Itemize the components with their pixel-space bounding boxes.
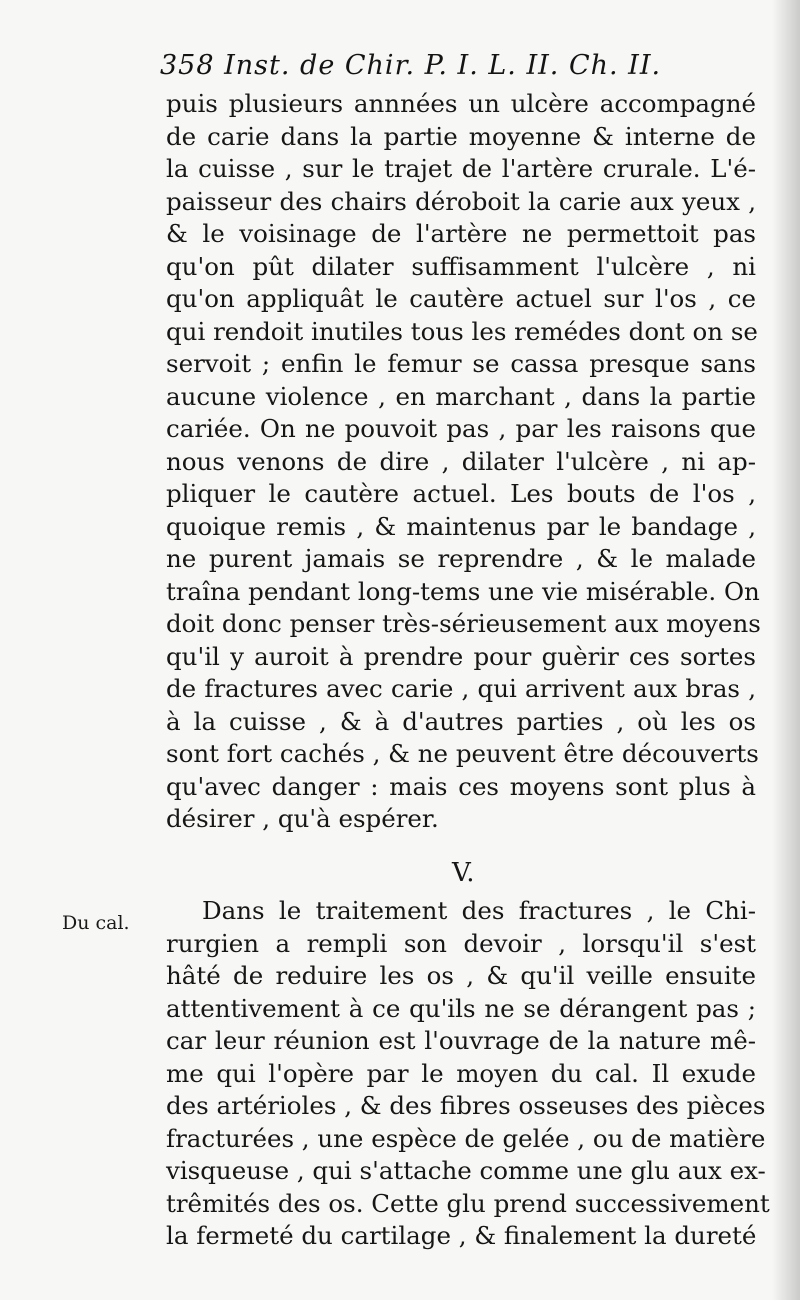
- text-line: qu'on appliquât le cautère actuel sur l'os , ce: [166, 284, 756, 313]
- paragraph-2: [166, 895, 770, 1253]
- reverse-side-bleed-through: [40, 1110, 160, 1180]
- text-line: ne purent jamais se reprendre , & le malade: [166, 544, 756, 573]
- text-line: des artérioles , & des fibres osseuses des pièces: [166, 1091, 766, 1120]
- text-line: pliquer le cautère actuel. Les bouts de l'os ,: [166, 479, 756, 508]
- text-line: qu'il y auroit à prendre pour guèrir ces sortes: [166, 641, 756, 671]
- text-line: désirer , qu'à espérer.: [166, 804, 439, 833]
- text-line: qu'avec danger : mais ces moyens sont plus à: [166, 771, 756, 801]
- paragraph-1: [166, 88, 761, 836]
- text-line: sont fort cachés , & ne peuvent être découverts: [166, 739, 759, 768]
- text-line: rurgien a rempli son devoir , lorsqu'il s'est: [166, 928, 756, 958]
- text-line: & le voisinage de l'artère ne permettoit pas: [166, 219, 756, 248]
- text-line: servoit ; enfin le femur se cassa presque sans: [166, 349, 756, 378]
- text-line: nous venons de dire , dilater l'ulcère , ni ap-: [166, 446, 756, 476]
- margin-note: Du cal.: [62, 912, 130, 934]
- text-line: la cuisse , sur le trajet de l'artère crurale. L'é-: [166, 154, 756, 183]
- text-line: paisseur des chairs déroboit la carie aux yeux ,: [166, 186, 756, 216]
- text-line: la fermeté du cartilage , & finalement la dureté: [166, 1221, 757, 1250]
- text-line: me qui l'opère par le moyen du cal. Il exude: [166, 1058, 756, 1088]
- text-line: fracturées , une espèce de gelée , ou de matière: [166, 1123, 766, 1153]
- text-line: trêmités des os. Cette glu prend successivement: [166, 1188, 770, 1218]
- text-line: aucune violence , en marchant , dans la partie: [166, 381, 756, 411]
- text-line: hâté de reduire les os , & qu'il veille ensuite: [166, 961, 756, 990]
- text-line: attentivement à ce qu'ils ne se dérangent pas ;: [166, 993, 756, 1023]
- text-line: à la cuisse , & à d'autres parties , où les os: [166, 706, 756, 736]
- text-line: quoique remis , & maintenus par le bandage ,: [166, 511, 756, 541]
- running-header: 358 Inst. de Chir. P. I. L. II. Ch. II.: [160, 50, 662, 81]
- text-line: cariée. On ne pouvoit pas , par les raisons que: [166, 414, 756, 443]
- text-line: traîna pendant long-tems une vie misérable. On: [166, 576, 760, 606]
- text-line: qui rendoit inutiles tous les remédes dont on se: [166, 316, 758, 346]
- text-line: car leur réunion est l'ouvrage de la nature mê-: [166, 1026, 756, 1055]
- text-line: visqueuse , qui s'attache comme une glu aux ex-: [166, 1156, 766, 1185]
- text-line: qu'on pût dilater suffisamment l'ulcère , ni: [166, 251, 756, 281]
- text-line: de carie dans la partie moyenne & interne de: [166, 121, 756, 151]
- section-number: V.: [452, 858, 475, 888]
- text-line: doit donc penser très-sérieusement aux moyens: [166, 609, 761, 638]
- text-line: puis plusieurs annnées un ulcère accompagné: [166, 89, 756, 118]
- text-line: Dans le traitement des fractures , le Chi-: [202, 896, 756, 925]
- text-line: de fractures avec carie , qui arrivent aux bras ,: [166, 674, 756, 703]
